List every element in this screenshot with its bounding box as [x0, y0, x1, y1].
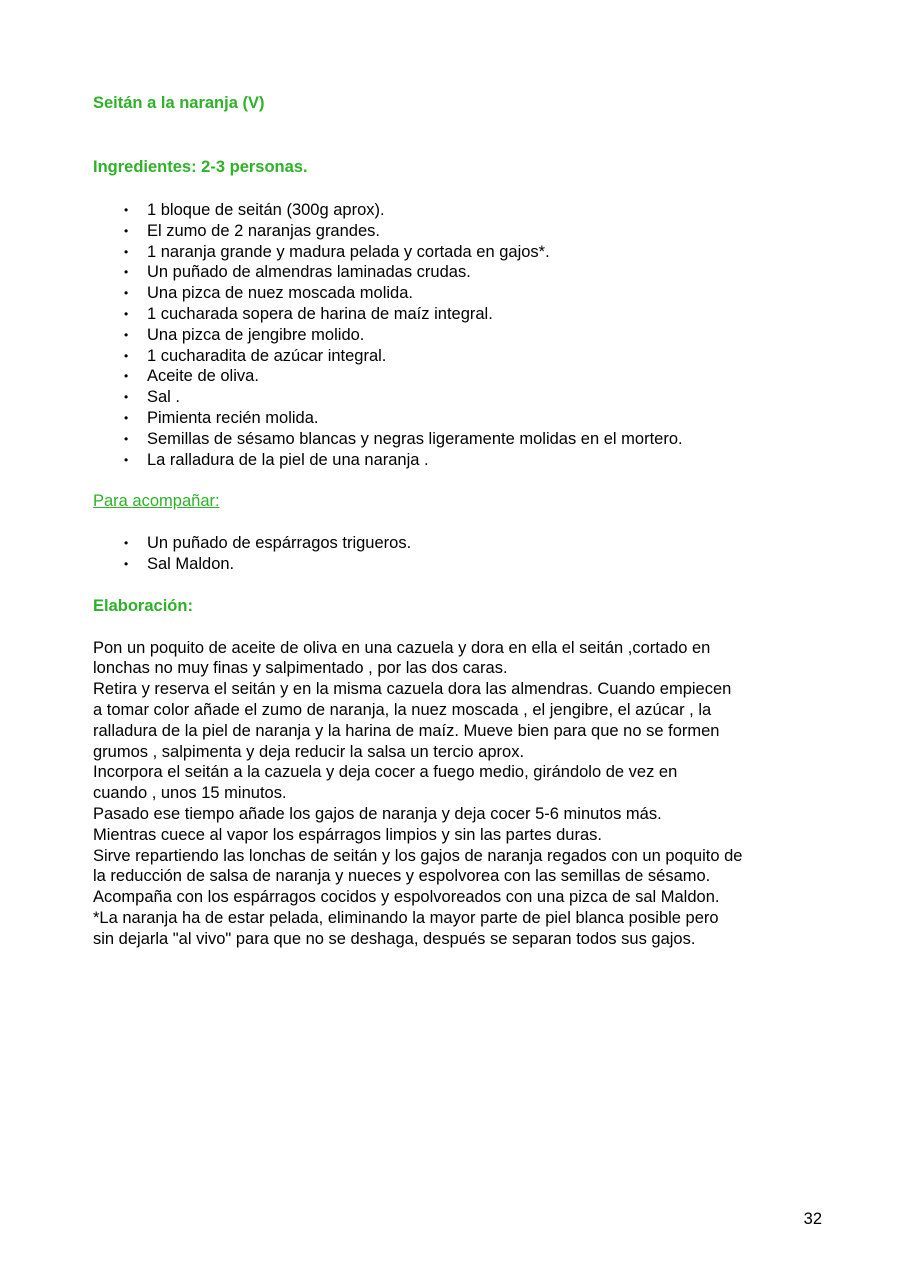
bullet-icon: • — [124, 306, 129, 321]
ingredient-item — [93, 346, 823, 367]
elaboration-heading: Elaboración: — [93, 596, 193, 615]
ingredient-item-text: Sal . — [147, 388, 181, 407]
bullet-icon: • — [124, 348, 129, 363]
bullet-icon: • — [124, 223, 129, 238]
side-dish-item-text: Sal Maldon. — [147, 554, 235, 573]
ingredient-item-text: El zumo de 2 naranjas grandes. — [147, 221, 380, 240]
ingredient-item — [93, 408, 823, 429]
side-dish-item-text: Un puñado de espárragos trigueros. — [147, 534, 412, 553]
ingredients-heading: Ingredientes: 2-3 personas. — [93, 158, 308, 176]
side-dish-heading: Para acompañar: — [93, 492, 220, 511]
elaboration-text: Pon un poquito de aceite de oliva en una cazuela y dora en ella el seitán ,cortado en lonchas no muy finas y salpimentado , por las dos caras. Retira y reserva el seitán y en la misma cazuela dora las almendras. Cuando empiecen a tomar color añade el zumo de naranja, la nuez moscada , el jengibre, el azúcar , la ralladura de la piel de naranja y la harina de maíz. Mueve bien para que no se formen grumos , salpimenta y deja reducir la salsa un tercio aprox. Incorpora el seitán a la cazuela y deja cocer a fuego medio, girándolo de vez en cuando , unos 15 minutos. Pasado ese tiempo añade los gajos de naranja y deja cocer 5-6 minutos más. Mientras cuece al vapor los espárragos limpios y sin las partes duras. Sirve repartiendo las lonchas de seitán y los gajos de naranja regados con un poquito de la reducción de salsa de naranja y nueces y espolvorea con las semillas de sésamo. Acompaña con los espárragos cocidos y espolvoreados con una pizca de sal Maldon. *La naranja ha de estar pelada, eliminando la mayor parte de piel blanca posible pero sin dejarla "al vivo" para que no se deshaga, después se separan todos sus gajos. — [93, 638, 743, 948]
recipe-title: Seitán a la naranja (V) — [93, 94, 265, 112]
ingredient-item-text: La ralladura de la piel de una naranja . — [147, 450, 429, 469]
side-dish-list — [93, 533, 823, 575]
bullet-icon: • — [124, 431, 129, 446]
ingredient-item-text: Pimienta recién molida. — [147, 408, 319, 427]
ingredient-item-text: 1 cucharadita de azúcar integral. — [147, 346, 387, 365]
recipe-page — [93, 93, 823, 950]
ingredient-item — [93, 325, 823, 346]
bullet-icon: • — [124, 203, 129, 217]
ingredient-item — [93, 262, 823, 283]
side-dish-item — [93, 554, 823, 575]
bullet-icon: • — [124, 244, 129, 259]
bullet-icon: • — [124, 265, 129, 280]
ingredient-item — [93, 450, 823, 471]
bullet-icon: • — [124, 390, 129, 405]
bullet-icon: • — [124, 327, 129, 342]
ingredient-item-text: Una pizca de nuez moscada molida. — [147, 284, 413, 303]
bullet-icon: • — [124, 369, 129, 384]
bullet-icon: • — [124, 410, 129, 425]
ingredient-item — [93, 387, 823, 408]
bullet-icon: • — [124, 556, 129, 571]
ingredient-item — [93, 304, 823, 325]
ingredient-item — [93, 366, 823, 387]
ingredient-item-text: 1 cucharada sopera de harina de maíz integral. — [147, 304, 493, 323]
ingredient-item-text: Semillas de sésamo blancas y negras ligeramente molidas en el mortero. — [147, 429, 683, 448]
ingredient-item — [93, 221, 823, 242]
ingredient-item-text: 1 naranja grande y madura pelada y cortada en gajos*. — [147, 242, 550, 261]
ingredient-item — [93, 200, 823, 221]
ingredients-list — [93, 200, 823, 470]
ingredient-item-text: Una pizca de jengibre molido. — [147, 325, 365, 344]
ingredient-item — [93, 429, 823, 450]
ingredient-item-text: 1 bloque de seitán (300g aprox). — [147, 201, 385, 219]
bullet-icon: • — [124, 286, 129, 301]
page-number: 32 — [803, 1210, 822, 1228]
bullet-icon: • — [124, 536, 129, 551]
ingredient-item — [93, 283, 823, 304]
ingredient-item-text: Aceite de oliva. — [147, 367, 259, 386]
ingredient-item-text: Un puñado de almendras laminadas crudas. — [147, 263, 471, 282]
bullet-icon: • — [124, 452, 129, 467]
ingredient-item — [93, 242, 823, 263]
side-dish-item — [93, 533, 823, 554]
